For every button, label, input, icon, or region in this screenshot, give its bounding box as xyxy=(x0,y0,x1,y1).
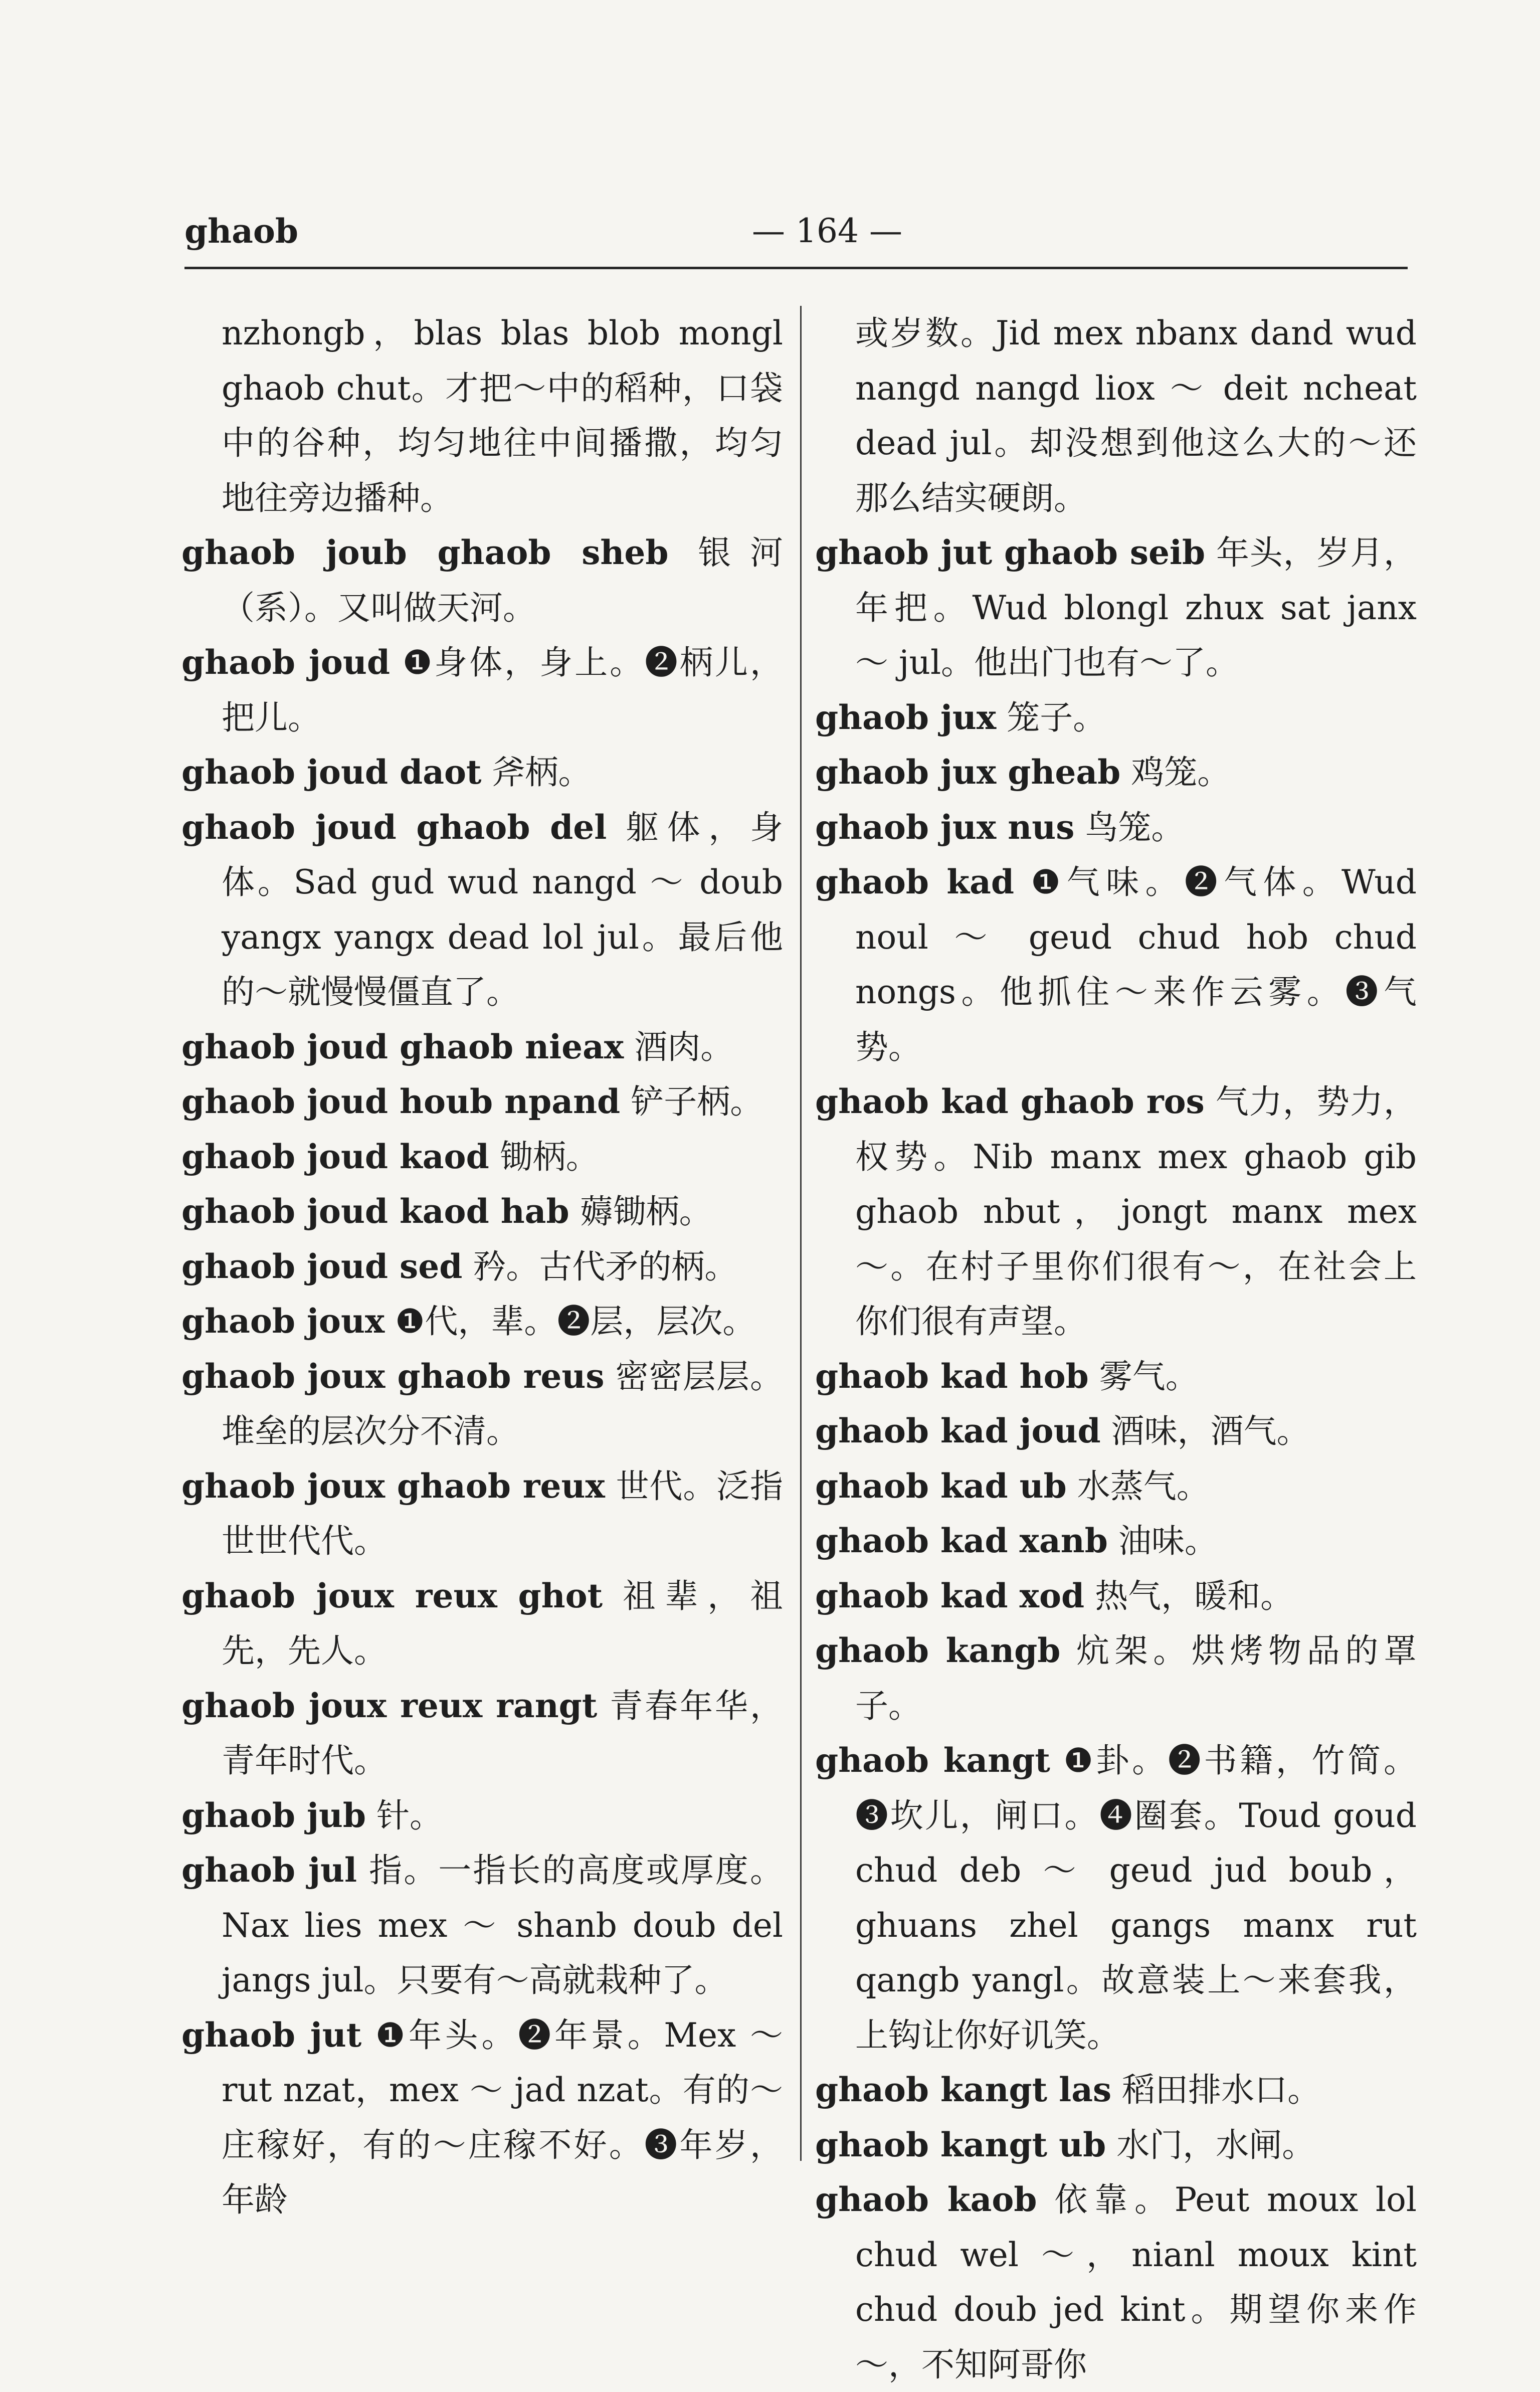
dictionary-entry xyxy=(815,2172,1417,2392)
dictionary-entry xyxy=(181,1184,783,1239)
entry-definition: ❶卦。❷书籍，竹简。❸坎儿，闸口。❹圈套。Toud goud chud deb ～ geud jud boub，ghuans zhel gangs manx rut qangb yangl。故意装上～来套我，上钩让你好讥笑。 xyxy=(855,1741,1417,2055)
dictionary-entry xyxy=(181,1349,783,1459)
dictionary-entry xyxy=(815,1404,1417,1459)
entry-headword: ghaob joud daot xyxy=(181,753,482,792)
dictionary-entry xyxy=(181,1074,783,1130)
entry-definition: 水蒸气。 xyxy=(1066,1466,1210,1506)
entry-headword: ghaob kangt ub xyxy=(815,2125,1106,2164)
dictionary-entry xyxy=(815,690,1417,746)
entry-definition: 鸡笼。 xyxy=(1120,753,1231,792)
entry-headword: ghaob kad joud xyxy=(815,1411,1101,1450)
page-number: — 164 — xyxy=(752,212,902,250)
entry-definition: 铲子柄。 xyxy=(620,1082,763,1121)
entry-definition: 鸟笼。 xyxy=(1074,808,1185,847)
column-divider xyxy=(800,306,802,2161)
entry-definition: 稻田排水口。 xyxy=(1111,2071,1321,2109)
dictionary-entry xyxy=(181,1020,783,1075)
entry-headword: ghaob joud sed xyxy=(181,1246,463,1286)
entry-definition: 依靠。Peut moux lol chud wel ～，nianl moux kint chud doub jed kint。期望你来作～，不知阿哥你 xyxy=(855,2180,1417,2384)
dictionary-entry xyxy=(181,306,783,525)
entry-definition: 针。 xyxy=(366,1796,443,1835)
dictionary-entry xyxy=(815,800,1417,855)
entry-headword: ghaob jul xyxy=(181,1851,357,1890)
entry-definition: 祖辈，祖先，先人。 xyxy=(222,1576,783,1670)
dictionary-entry xyxy=(815,525,1417,690)
entry-definition: 年头，岁月，年把。Wud blongl zhux sat janx ～ jul。他出门也有～了。 xyxy=(855,533,1417,682)
entry-definition: 锄柄。 xyxy=(489,1137,599,1176)
dictionary-entry xyxy=(181,1130,783,1185)
dictionary-entry xyxy=(815,1733,1417,2063)
entry-definition: 油味。 xyxy=(1107,1522,1218,1560)
entry-headword: ghaob joud houb npand xyxy=(181,1082,621,1121)
right-column xyxy=(815,306,1417,2392)
entry-definition: 躯体，身体。Sad gud wud nangd ～ doub yangx yangx dead lol jul。最后他的～就慢慢僵直了。 xyxy=(222,808,783,1011)
entry-definition: ❶代，辈。❷层，层次。 xyxy=(384,1302,756,1341)
entry-definition: 水门，水闸。 xyxy=(1106,2125,1315,2164)
entry-definition: 银河（系）。又叫做天河。 xyxy=(222,533,783,627)
dictionary-entry xyxy=(181,1459,783,1569)
entry-definition: 酒肉。 xyxy=(624,1027,734,1066)
entry-headword: ghaob joux xyxy=(181,1302,385,1341)
dictionary-entry xyxy=(815,1514,1417,1569)
entry-headword: ghaob joux reux ghot xyxy=(181,1576,603,1615)
dictionary-entry xyxy=(181,1843,783,2008)
entry-headword: ghaob joux reux rangt xyxy=(181,1686,598,1725)
entry-definition: ❶身体，身上。❷柄儿，把儿。 xyxy=(222,643,783,737)
entry-definition: 薅锄柄。 xyxy=(569,1192,712,1231)
entry-headword: ghaob jux xyxy=(815,697,997,737)
entry-definition: 世代。泛指世世代代。 xyxy=(222,1466,784,1560)
entry-definition: nzhongb，blas blas blob mongl ghaob chut。才把～中的稻种，口袋中的谷种，均匀地往中间播撒，均匀地往旁边播种。 xyxy=(222,314,783,517)
entry-definition: 密密层层。堆垒的层次分不清。 xyxy=(222,1357,783,1450)
entry-headword: ghaob kangt las xyxy=(815,2070,1112,2109)
entry-definition: 青春年华，青年时代。 xyxy=(222,1686,783,1780)
entry-definition: 热气，暖和。 xyxy=(1084,1576,1294,1615)
dictionary-entry xyxy=(815,1623,1417,1733)
entry-headword: ghaob jux nus xyxy=(815,807,1075,847)
dictionary-entry xyxy=(815,745,1417,800)
dictionary-entry xyxy=(815,306,1417,525)
entry-headword: ghaob joud ghaob nieax xyxy=(181,1027,624,1066)
dictionary-entry xyxy=(181,525,783,635)
entry-headword: ghaob kangt xyxy=(815,1741,1050,1780)
entry-headword: ghaob kad ub xyxy=(815,1466,1067,1506)
entry-headword: ghaob joux ghaob reux xyxy=(181,1466,605,1506)
entry-headword: ghaob kad ghaob ros xyxy=(815,1082,1205,1121)
entry-headword: ghaob joub ghaob sheb xyxy=(181,533,669,572)
entry-headword: ghaob joud kaod hab xyxy=(181,1192,569,1231)
dictionary-entry xyxy=(815,1349,1417,1404)
dictionary-entry xyxy=(181,2008,783,2228)
entry-headword: ghaob joud kaod xyxy=(181,1137,489,1176)
entry-headword: ghaob jux gheab xyxy=(815,753,1121,792)
entry-definition: 雾气。 xyxy=(1088,1357,1199,1396)
entry-definition: 炕架。烘烤物品的罩子。 xyxy=(855,1631,1417,1725)
entry-headword: ghaob kad xod xyxy=(815,1576,1085,1615)
dictionary-entry xyxy=(815,2118,1417,2173)
entry-headword: ghaob joud xyxy=(181,643,391,682)
header-rule xyxy=(184,267,1408,269)
dictionary-entry xyxy=(181,745,783,800)
entry-definition: 或岁数。Jid mex nbanx dand wud nangd nangd liox ～ deit ncheat dead jul。却没想到他这么大的～还那么结实硬朗。 xyxy=(855,314,1417,517)
running-head: ghaob xyxy=(184,212,299,251)
entry-headword: ghaob jub xyxy=(181,1795,366,1835)
left-column xyxy=(181,306,783,2228)
dictionary-entry xyxy=(815,855,1417,1074)
entry-definition: 指。一指长的高度或厚度。Nax lies mex ～ shanb doub del jangs jul。只要有～高就栽种了。 xyxy=(222,1851,784,1999)
entry-headword: ghaob joud ghaob del xyxy=(181,807,607,847)
dictionary-entry xyxy=(181,1569,783,1679)
entry-headword: ghaob jut ghaob seib xyxy=(815,533,1206,572)
dictionary-entry xyxy=(181,800,783,1020)
entry-headword: ghaob kad xanb xyxy=(815,1521,1108,1560)
dictionary-entry xyxy=(815,2063,1417,2118)
dictionary-entry xyxy=(181,1294,783,1349)
entry-definition: 气力，势力，权势。Nib manx mex ghaob gib ghaob nbut，jongt manx mex ～。在村子里你们很有～，在社会上你们很有声望。 xyxy=(855,1082,1417,1341)
entry-headword: ghaob kad hob xyxy=(815,1356,1089,1396)
entry-definition: 酒味，酒气。 xyxy=(1100,1412,1310,1450)
entry-definition: 矜。古代矛的柄。 xyxy=(462,1247,738,1286)
entry-headword: ghaob kangb xyxy=(815,1631,1061,1670)
entry-definition: 斧柄。 xyxy=(481,753,592,792)
dictionary-entry xyxy=(181,1679,783,1788)
entry-definition: ❶气味。❷气体。Wud noul ～ geud chud hob chud nongs。他抓住～来作云雾。❸气势。 xyxy=(855,863,1417,1066)
dictionary-entry xyxy=(181,1239,783,1295)
dictionary-entry xyxy=(815,1459,1417,1514)
dictionary-entry xyxy=(181,1788,783,1844)
entry-headword: ghaob joux ghaob reus xyxy=(181,1356,605,1396)
dictionary-entry xyxy=(181,635,783,745)
entry-headword: ghaob kaob xyxy=(815,2180,1037,2219)
entry-headword: ghaob jut xyxy=(181,2015,362,2055)
dictionary-entry xyxy=(815,1074,1417,1349)
entry-headword: ghaob kad xyxy=(815,862,1015,901)
dictionary-entry xyxy=(815,1569,1417,1624)
entry-definition: 笼子。 xyxy=(996,698,1106,737)
entry-definition: ❶年头。❷年景。Mex ～ rut nzat，mex ～ jad nzat。有的～庄稼好，有的～庄稼不好。❸年岁，年龄 xyxy=(222,2015,783,2219)
